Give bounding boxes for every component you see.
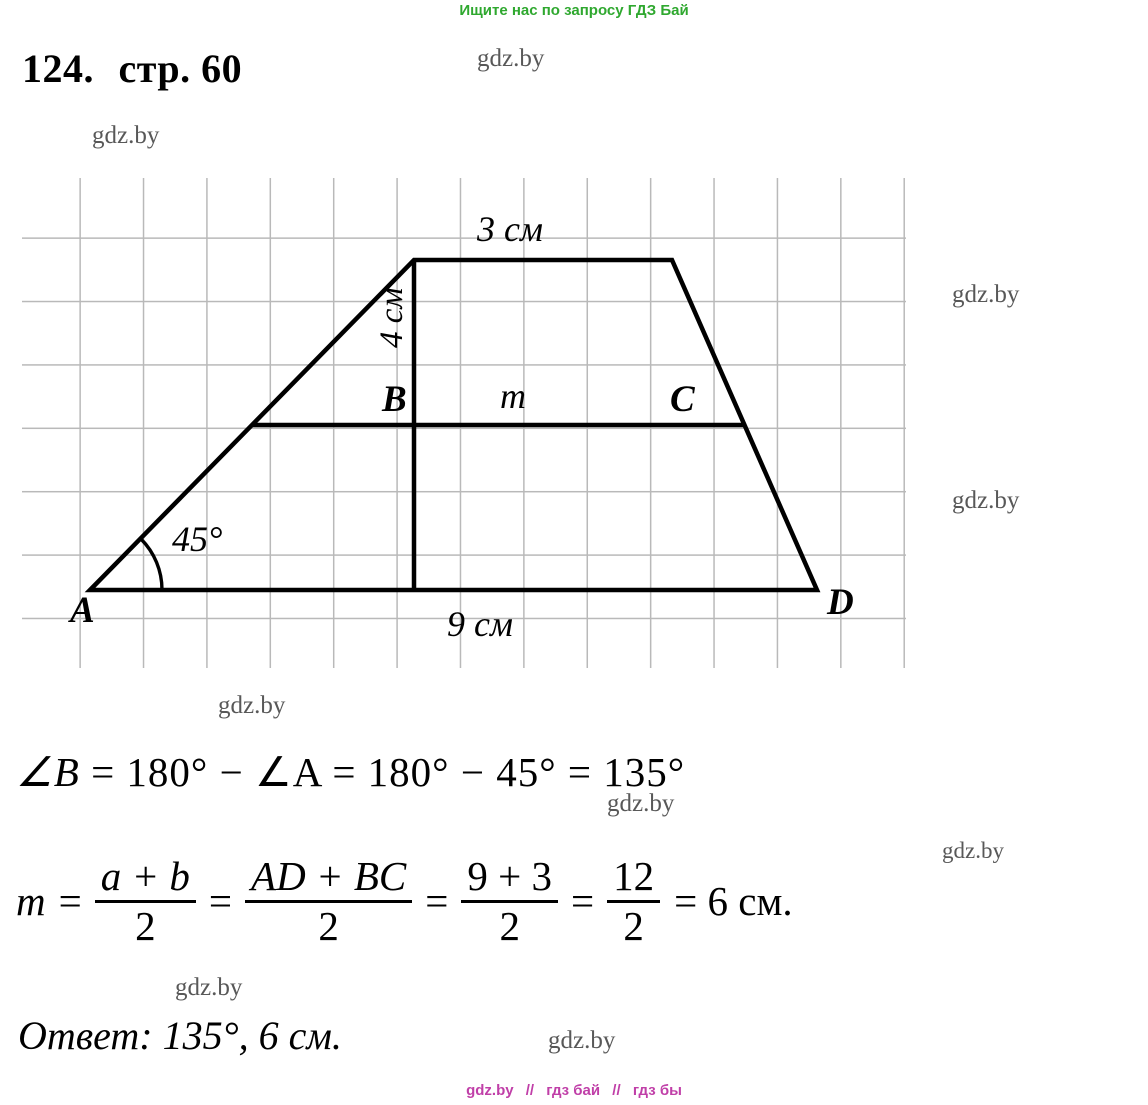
fraction-denominator: 2 — [135, 902, 156, 949]
fraction-denominator: 2 — [499, 902, 520, 949]
vertex-label-A: A — [70, 590, 95, 631]
fraction-denominator: 2 — [318, 902, 339, 949]
formula-result: = 6 см. — [674, 878, 793, 925]
footer-part-2: гдз бай — [546, 1082, 601, 1099]
promo-footer — [0, 1082, 1148, 1099]
fraction-12-over-2 — [607, 855, 660, 948]
geometry-figure — [22, 178, 906, 668]
equals-sign-4: = — [571, 878, 595, 925]
equals-sign-3: = — [425, 878, 449, 925]
footer-part-3: гдз бы — [632, 1082, 682, 1099]
label-height: 4 см — [374, 287, 410, 348]
watermark: gdz.by — [952, 487, 1020, 514]
watermark: gdz.by — [218, 692, 286, 719]
fraction-ad-plus-bc — [245, 855, 412, 948]
watermark: gdz.by — [548, 1027, 616, 1054]
task-number: 124. — [22, 46, 94, 91]
vertex-label-C: C — [670, 379, 695, 420]
fraction-denominator: 2 — [623, 902, 644, 949]
footer-sep-2: // — [612, 1082, 621, 1099]
angle-equation-lhs: ∠B — [16, 749, 80, 795]
equals-sign-1: = — [58, 878, 82, 925]
watermark: gdz.by — [942, 838, 1004, 863]
page-title — [22, 45, 242, 92]
watermark: gdz.by — [92, 122, 160, 149]
label-bottom-side: 9 см — [447, 604, 513, 644]
fraction-a-plus-b — [95, 855, 196, 948]
footer-sep-1: // — [525, 1082, 535, 1099]
promo-top-text: Ищите нас по запросу ГДЗ Бай — [459, 2, 689, 19]
fraction-numerator: a + b — [100, 853, 190, 899]
equals-sign-2: = — [208, 878, 233, 925]
fraction-numerator: AD + BC — [251, 853, 407, 899]
angle-equation — [16, 748, 685, 796]
fraction-9-plus-3 — [461, 855, 558, 948]
page-reference: стр. 60 — [118, 46, 243, 91]
footer-part-1: gdz.by — [466, 1082, 514, 1099]
watermark: gdz.by — [952, 281, 1020, 308]
angle-equation-part3: = 135° — [556, 749, 686, 795]
angle-equation-part1: = 180° − ∠A — [79, 749, 322, 795]
angle-arc — [141, 539, 162, 590]
label-top-side: 3 см — [477, 209, 543, 249]
trapezoid-drawing — [22, 178, 906, 668]
vertex-label-B: B — [382, 379, 407, 420]
answer-line: Ответ: 135°, 6 см. — [18, 1013, 342, 1058]
watermark: gdz.by — [477, 45, 545, 72]
watermark: gdz.by — [175, 974, 243, 1001]
formula-lhs: m — [16, 878, 46, 925]
midline-formula — [16, 855, 793, 948]
fraction-numerator: 9 + 3 — [467, 853, 552, 899]
watermark: gdz.by — [607, 790, 675, 817]
label-angle: 45° — [172, 519, 223, 559]
label-midline: m — [500, 376, 526, 416]
vertex-label-D: D — [827, 582, 854, 623]
fraction-numerator: 12 — [613, 853, 655, 899]
angle-equation-part2: = 180° − 45° — [321, 749, 557, 795]
